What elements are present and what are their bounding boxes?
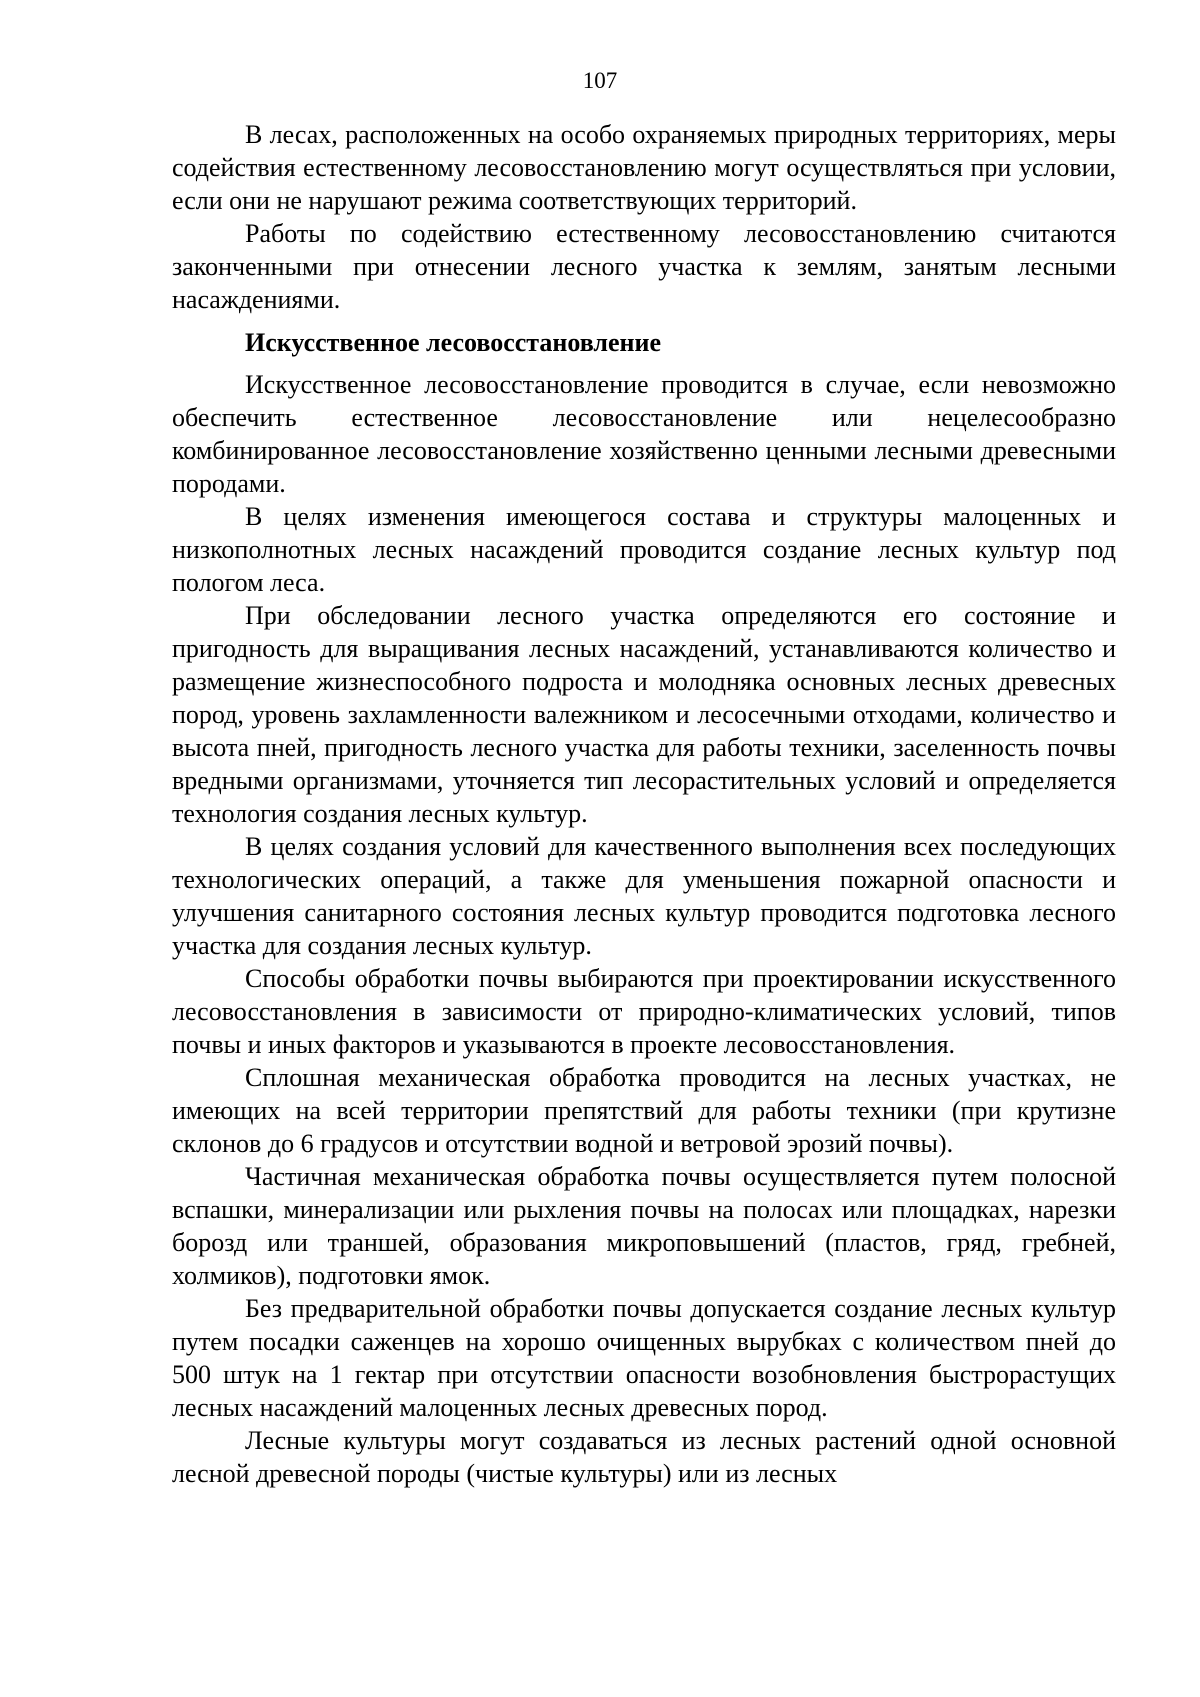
paragraph: Искусственное лесовосстановление проводится в случае, если невозможно обеспечить естественное лесовосстановление или нецелесообразно комбинированное лесовосстановление хозяйственно ценными лесными древесными породами. [172, 370, 1116, 498]
paragraph: В лесах, расположенных на особо охраняемых природных территориях, меры содействия естественному лесовосстановлению могут осуществляться при условии, если они не нарушают режима соответствующих территорий. [172, 120, 1116, 215]
paragraph: В целях создания условий для качественного выполнения всех последующих технологических операций, а также для уменьшения пожарной опасности и улучшения санитарного состояния лесных культур проводится подготовка лесного участка для создания лесных культур. [172, 832, 1116, 960]
paragraph: Частичная механическая обработка почвы осуществляется путем полосной вспашки, минерализации или рыхления почвы на полосах или площадках, нарезки борозд или траншей, образования микроповышений (пластов, гряд, гребней, холмиков), подготовки ямок. [172, 1162, 1116, 1290]
page-number: 107 [582, 68, 618, 93]
paragraph: Работы по содействию естественному лесовосстановлению считаются законченными при отнесении лесного участка к землям, занятым лесными насаждениями. [172, 219, 1116, 314]
paragraph: При обследовании лесного участка определяются его состояние и пригодность для выращивания лесных насаждений, устанавливаются количество и размещение жизнеспособного подроста и молодняка основных лесных древесных пород, уровень захламленности валежником и лесосечными отходами, количество и высота пней, пригодность лесного участка для работы техники, заселенность почвы вредными организмами, уточняется тип лесорастительных условий и определяется технология создания лесных культур. [172, 601, 1116, 828]
paragraph: Способы обработки почвы выбираются при проектировании искусственного лесовосстановления в зависимости от природно-климатических условий, типов почвы и иных факторов и указываются в проекте лесовосстановления. [172, 964, 1116, 1059]
paragraph: Лесные культуры могут создаваться из лесных растений одной основной лесной древесной породы (чистые культуры) или из лесных [172, 1426, 1116, 1488]
paragraph: Без предварительной обработки почвы допускается создание лесных культур путем посадки саженцев на хорошо очищенных вырубках с количеством пней до 500 штук на 1 гектар при отсутствии опасности возобновления быстрорастущих лесных насаждений малоценных лесных древесных пород. [172, 1294, 1116, 1422]
paragraph: В целях изменения имеющегося состава и структуры малоценных и низкополнотных лесных насаждений проводится создание лесных культур под пологом леса. [172, 502, 1116, 597]
section-heading: Искусственное лесовосстановление [245, 328, 662, 357]
document-body [172, 118, 1116, 1490]
paragraph: Сплошная механическая обработка проводится на лесных участках, не имеющих на всей территории препятствий для работы техники (при крутизне склонов до 6 градусов и отсутствии водной и ветровой эрозий почвы). [172, 1063, 1116, 1158]
